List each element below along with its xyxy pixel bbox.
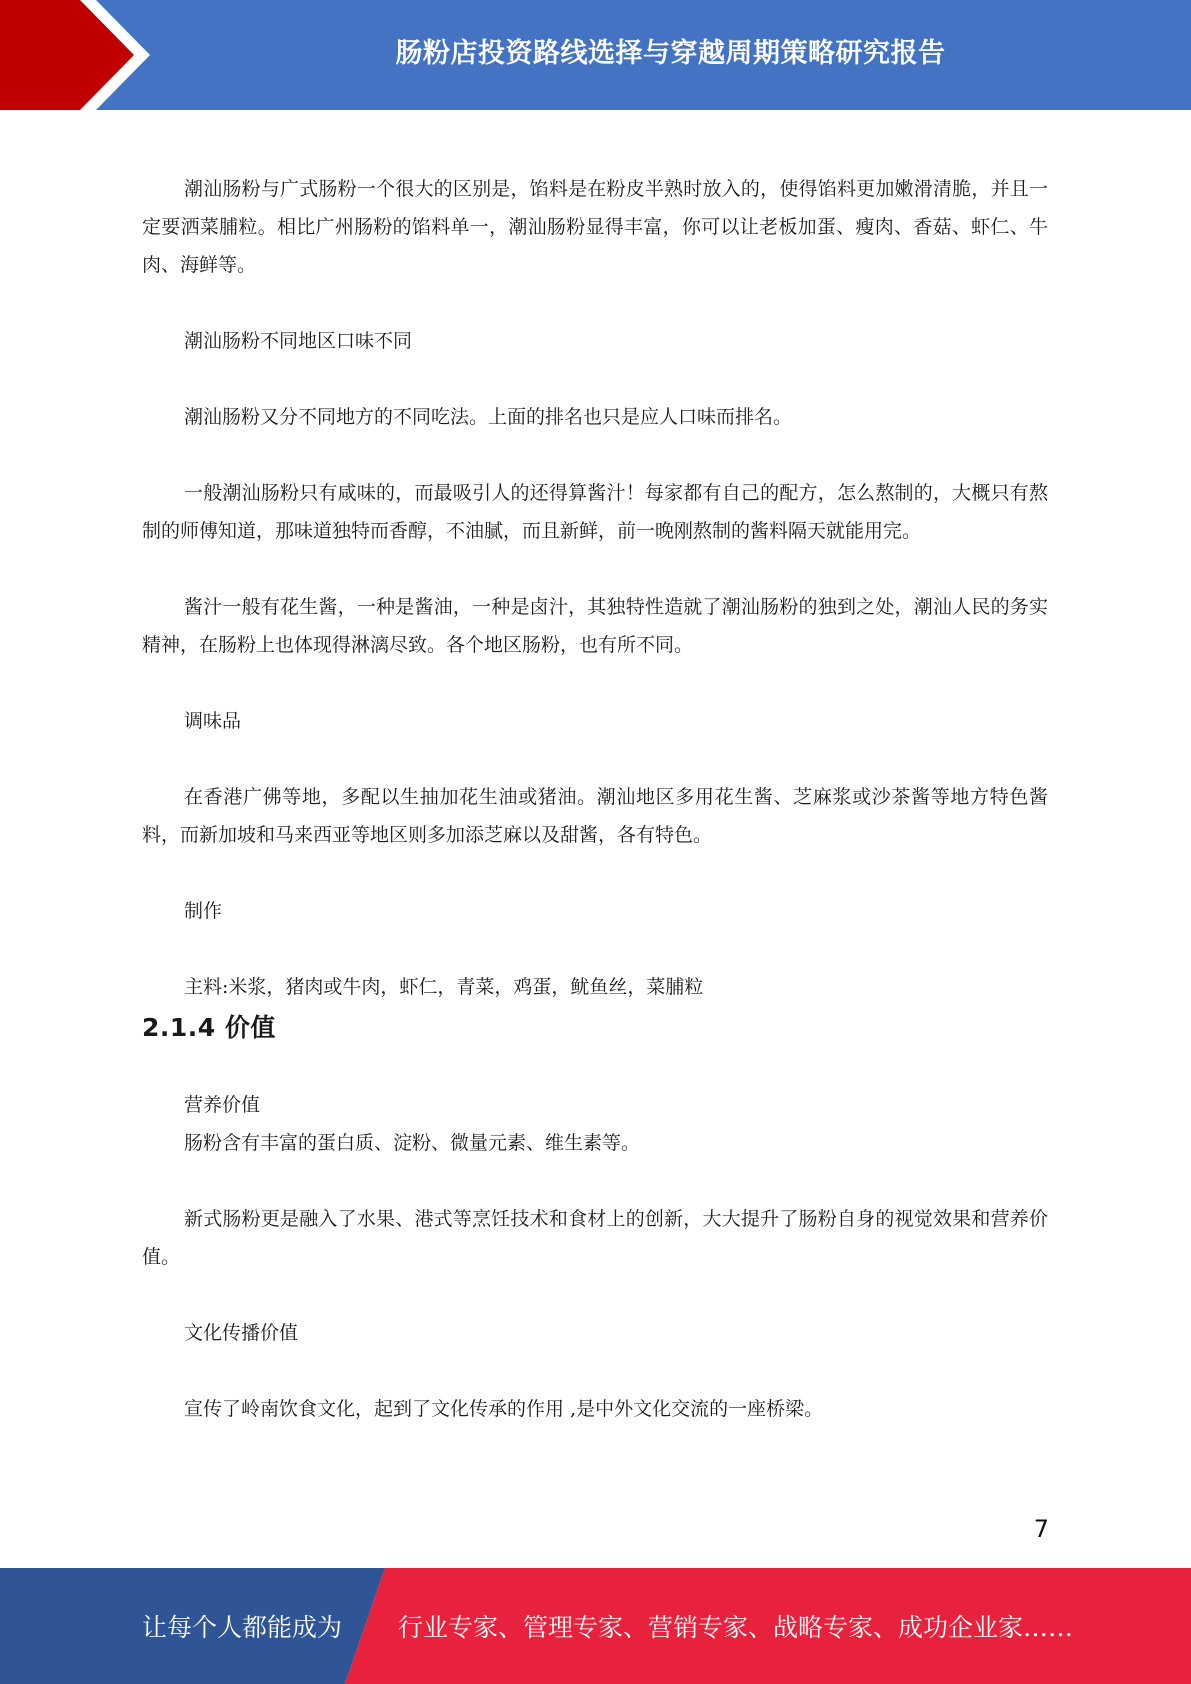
main-content: [142, 170, 1048, 1466]
paragraph: 潮汕肠粉又分不同地方的不同吃法。上面的排名也只是应人口味而排名。: [184, 406, 793, 428]
paragraph: 调味品: [184, 710, 242, 732]
paragraph: 文化传播价值: [184, 1322, 299, 1344]
paragraph: 在香港广佛等地，多配以生抽加花生油或猪油。潮汕地区多用花生酱、芝麻浆或沙茶酱等地方特色酱料，而新加坡和马来西亚等地区则多加添芝麻以及甜酱，各有特色。: [142, 786, 1048, 846]
paragraph: 宣传了岭南饮食文化，起到了文化传承的作用 ,是中外文化交流的一座桥梁。: [184, 1398, 824, 1420]
paragraph: 潮汕肠粉与广式肠粉一个很大的区别是，馅料是在粉皮半熟时放入的，使得馅料更加嫩滑清脆，并且一定要洒菜脯粒。相比广州肠粉的馅料单一，潮汕肠粉显得丰富，你可以让老板加蛋、瘦肉、香菇、虾仁、牛肉、海鲜等。: [142, 178, 1048, 276]
paragraph: 潮汕肠粉不同地区口味不同: [184, 330, 413, 352]
section-heading: 2.1.4 价值: [142, 1013, 276, 1042]
page-number: 7: [1033, 1515, 1049, 1543]
paragraph: 营养价值: [184, 1094, 261, 1116]
paragraph: 肠粉含有丰富的蛋白质、淀粉、微量元素、维生素等。: [184, 1132, 641, 1154]
page-header: [0, 0, 1191, 110]
paragraph: 酱汁一般有花生酱，一种是酱油，一种是卤汁，其独特性造就了潮汕肠粉的独到之处，潮汕人民的务实精神，在肠粉上也体现得淋漓尽致。各个地区肠粉，也有所不同。: [142, 596, 1048, 656]
footer-slogan-right: 行业专家、管理专家、营销专家、战略专家、成功企业家……: [398, 1613, 1074, 1642]
paragraph: 主料:米浆，猪肉或牛肉，虾仁，青菜，鸡蛋，鱿鱼丝，菜脯粒: [184, 976, 704, 998]
paragraph: 制作: [184, 900, 223, 922]
paragraph: 一般潮汕肠粉只有咸味的，而最吸引人的还得算酱汁！每家都有自己的配方，怎么熬制的，大概只有熬制的师傅知道，那味道独特而香醇，不油腻，而且新鲜，前一晚刚熬制的酱料隔天就能用完。: [142, 482, 1048, 542]
paragraph: 新式肠粉更是融入了水果、港式等烹饪技术和食材上的创新，大大提升了肠粉自身的视觉效果和营养价值。: [142, 1208, 1048, 1268]
report-title: 肠粉店投资路线选择与穿越周期策略研究报告: [395, 37, 946, 69]
page-footer: [0, 1568, 1191, 1684]
footer-slogan-left: 让每个人都能成为: [142, 1613, 343, 1642]
